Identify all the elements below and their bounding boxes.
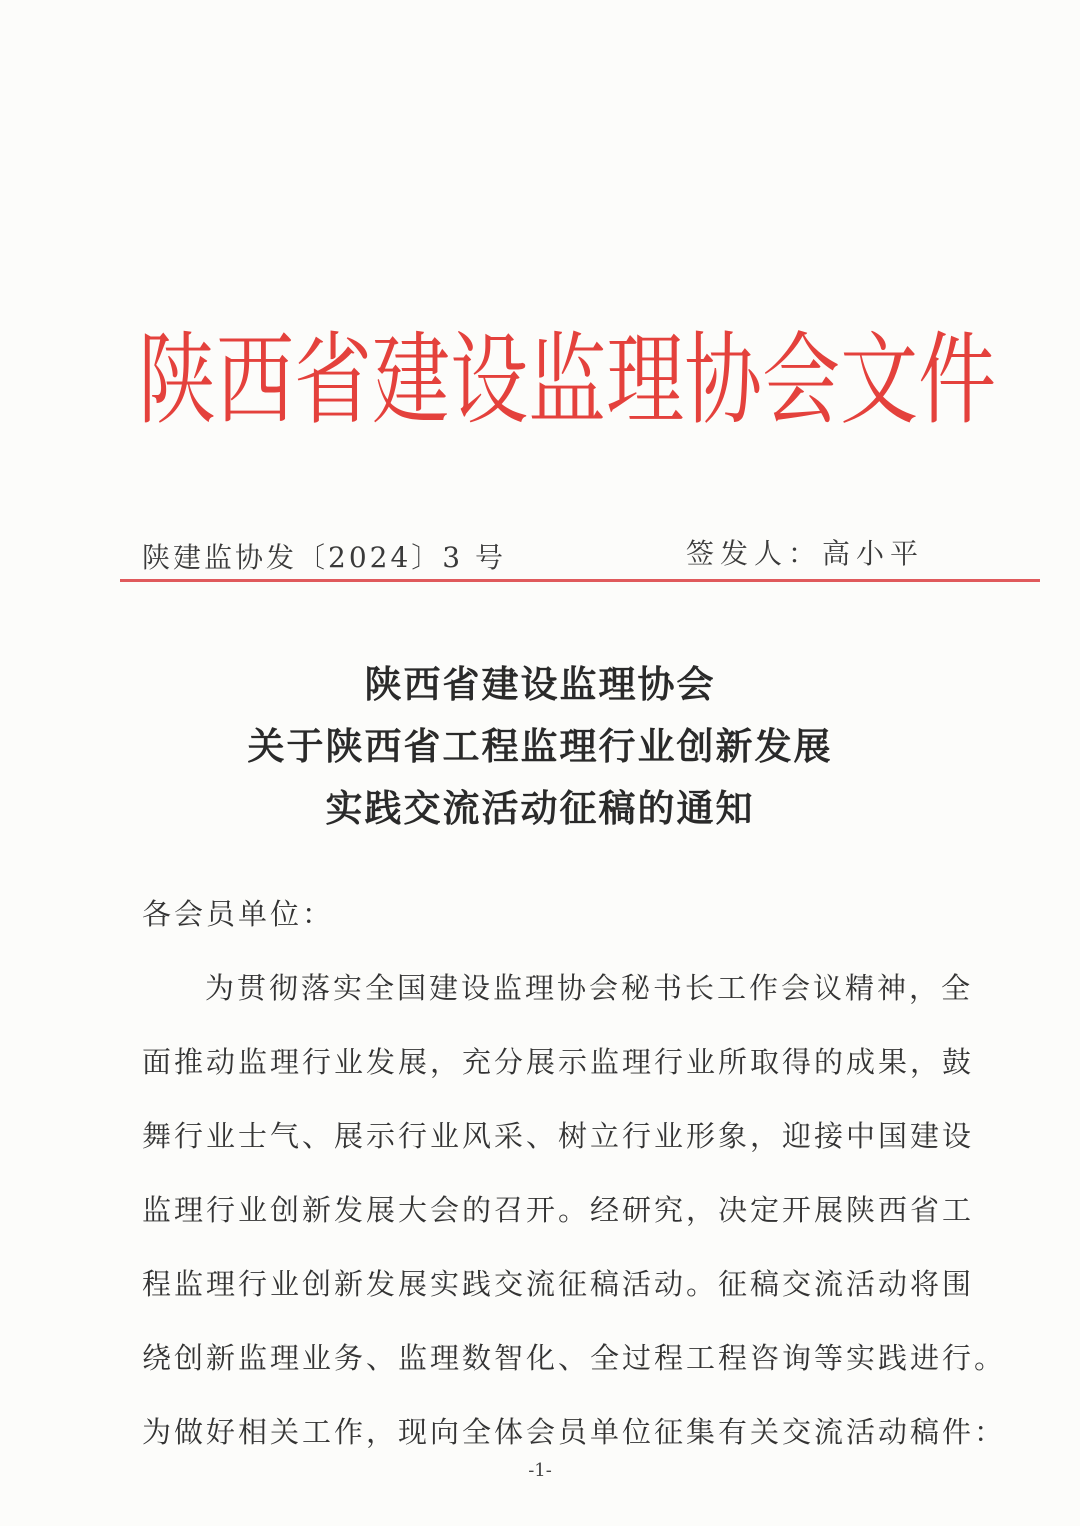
masthead-char: 文 [840,323,919,439]
masthead-char: 监 [528,323,607,439]
notice-title-line-3: 实践交流活动征稿的通知 [325,787,755,830]
salutation: 各会员单位： [142,897,335,931]
masthead-char: 设 [450,323,529,439]
masthead-char: 陕 [138,323,217,439]
masthead-char: 西 [216,323,295,439]
body-line: 程监理行业创新发展实践交流征稿活动。征稿交流活动将围 [142,1267,975,1301]
body-line: 绕创新监理业务、监理数智化、全过程工程咨询等实践进行。 [142,1341,1007,1375]
notice-title-line-1: 陕西省建设监理协会 [364,663,716,706]
body-line: 舞行业士气、展示行业风采、树立行业形象，迎接中国建设 [142,1119,975,1153]
notice-title-line-2: 关于陕西省工程监理行业创新发展 [247,725,833,768]
masthead-char: 会 [762,323,841,439]
page-number: -1- [528,1460,552,1481]
masthead-char: 建 [372,323,451,439]
body-line: 监理行业创新发展大会的召开。经研究，决定开展陕西省工 [142,1193,975,1227]
masthead-char: 省 [294,323,373,439]
issuer-signature: 签发人：高小平 [685,537,924,570]
masthead-char: 件 [918,323,997,439]
red-separator-line [120,579,1040,582]
masthead-char: 理 [606,323,685,439]
masthead-char: 协 [684,323,763,439]
document-number: 陕建监协发〔2024〕3 号 [142,541,506,574]
body-line: 面推动监理行业发展，充分展示监理行业所取得的成果，鼓 [142,1045,975,1079]
body-line: 为做好相关工作，现向全体会员单位征集有关交流活动稿件： [142,1415,1007,1449]
body-line: 为贯彻落实全国建设监理协会秘书长工作会议精神，全 [205,971,974,1005]
masthead-title [138,298,997,464]
document-info-line [142,530,932,574]
